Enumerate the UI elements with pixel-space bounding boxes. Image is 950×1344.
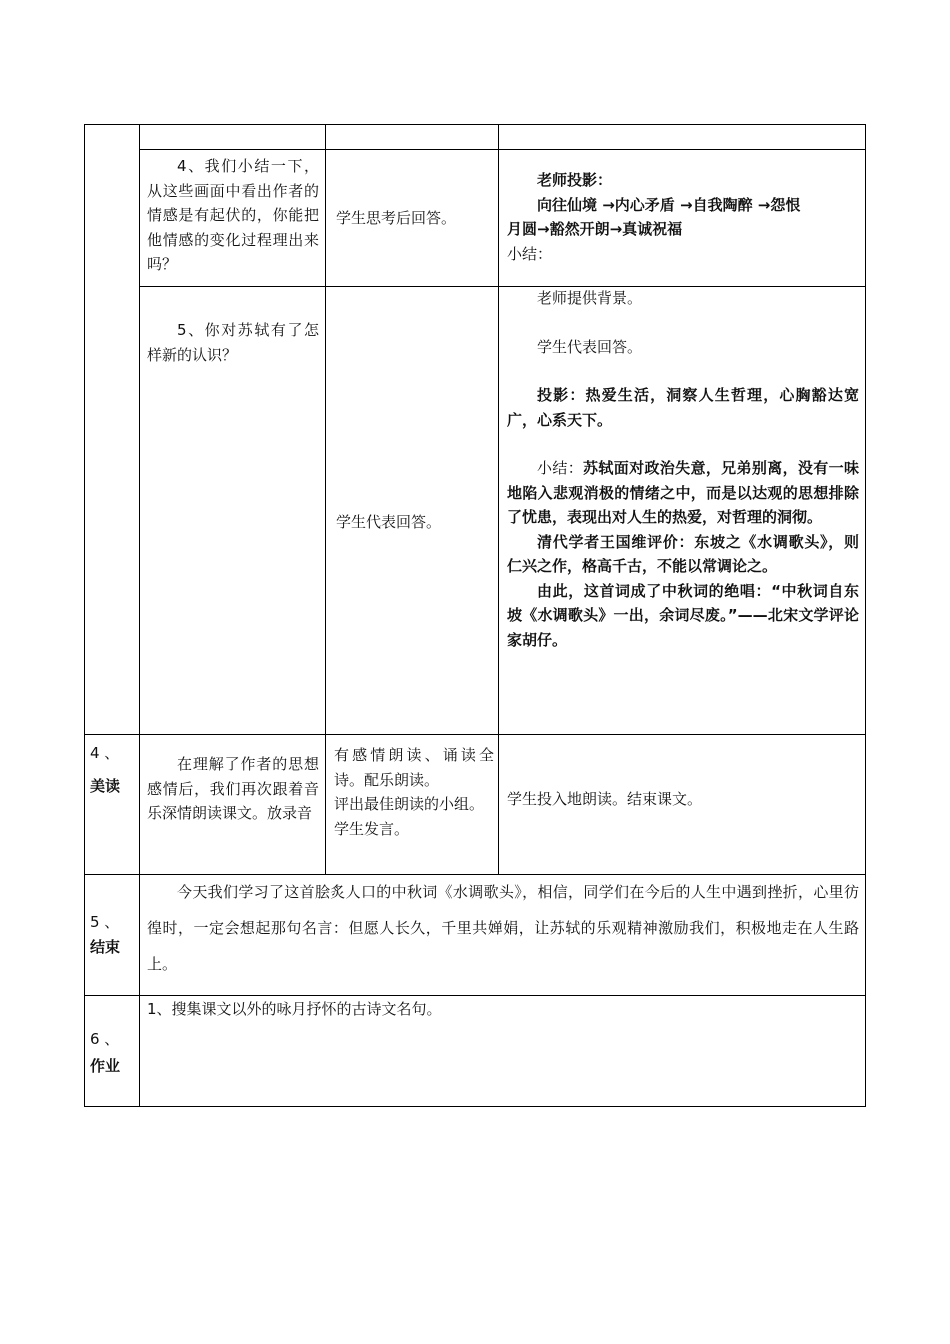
- column-divider: [139, 124, 140, 1106]
- teacher-activity-cell: [507, 168, 859, 266]
- student-performance-text: 学生投入地朗读。结束课文。: [507, 790, 703, 808]
- student-rep-text: 学生代表回答。: [537, 337, 643, 356]
- summary-paragraph: [507, 456, 859, 530]
- projection-text: 投影：热爱生活，洞察人生哲理，心胸豁达宽广，心系天下。: [507, 386, 859, 429]
- teacher-activity-text: 在理解了作者的思想感情后，我们再次跟着音乐深情朗读课文。放录音: [147, 755, 319, 822]
- student-activity-text: 学生代表回答。: [336, 513, 442, 531]
- section-label-cell: [90, 1027, 136, 1078]
- student-activity-cell: [334, 743, 494, 841]
- summary-body: 苏轼面对政治失意，兄弟别离，没有一味地陷入悲观消极的情绪之中，而是以达观的思想排除了忧患，表现出对人生的热爱，对哲理的洞彻。: [507, 459, 859, 526]
- question-text: 5、你对苏轼有了怎样新的认识？: [147, 321, 319, 364]
- teacher-projection-label: 老师投影：: [537, 171, 613, 189]
- conclusion-text: 由此，这首词成了中秋词的绝唱：“中秋词自东坡《水调歌头》一出，余词尽废。”——北宋文学评论家胡仔。: [507, 581, 859, 649]
- student-activity-cell: [336, 206, 494, 231]
- section-title: 结束: [90, 937, 121, 956]
- homework-item: 1、搜集课文以外的咏月抒怀的古诗文名句。: [147, 1000, 442, 1018]
- section-label-cell: [90, 741, 136, 798]
- activity-line: 学生发言。: [334, 819, 410, 838]
- activity-line: 评出最佳朗读的小组。: [334, 795, 485, 813]
- emotion-flow-line: 向往仙境 →内心矛盾 →自我陶醉 →怨恨: [537, 195, 801, 214]
- student-activity-text: 学生思考后回答。: [336, 209, 457, 227]
- section-label-cell: [90, 910, 136, 959]
- question-text: 4、我们小结一下，从这些画面中看出作者的情感是有起伏的，你能把他情感的变化过程理出来吗？: [147, 157, 319, 273]
- row-divider: [139, 149, 866, 150]
- teacher-background-text: 老师提供背景。: [537, 289, 643, 307]
- critic-quote: 清代学者王国维评价：东坡之《水调歌头》，则仁兴之作，格高千古，不能以常调论之。: [507, 532, 859, 575]
- section-number: 6 、: [90, 1030, 120, 1048]
- table-right-border: [865, 124, 866, 1106]
- column-divider: [325, 124, 326, 874]
- closing-text-cell: [147, 874, 859, 982]
- section-title: 美读: [90, 776, 121, 795]
- row-divider: [84, 995, 866, 996]
- activity-line: 有感情朗读、诵读全诗。配乐朗读。: [334, 746, 494, 789]
- table-bottom-border: [84, 1106, 866, 1107]
- homework-cell: [147, 997, 859, 1022]
- section-number: 5 、: [90, 913, 120, 931]
- column-divider: [498, 124, 499, 874]
- student-activity-cell: [336, 510, 494, 535]
- question-cell: [147, 318, 319, 367]
- section-title: 作业: [90, 1056, 121, 1075]
- student-performance-cell: [507, 787, 859, 812]
- teacher-activity-cell: [147, 752, 319, 826]
- row-divider: [84, 734, 866, 735]
- emotion-flow-line: 月圆→豁然开朗→真诚祝福: [507, 220, 683, 238]
- section-number: 4 、: [90, 744, 120, 762]
- summary-prefix: 小结：: [537, 459, 584, 477]
- table-top-border: [84, 124, 866, 125]
- question-cell: [147, 154, 319, 277]
- table-left-border: [84, 124, 85, 1106]
- teacher-activity-cell: [507, 286, 859, 652]
- summary-label: 小结：: [507, 244, 553, 263]
- closing-text: 今天我们学习了这首脍炙人口的中秋词《水调歌头》，相信，同学们在今后的人生中遇到挫折，心里彷徨时，一定会想起那句名言：但愿人长久，千里共婵娟，让苏轼的乐观精神激励我们，积极地走在人生路上。: [147, 883, 859, 973]
